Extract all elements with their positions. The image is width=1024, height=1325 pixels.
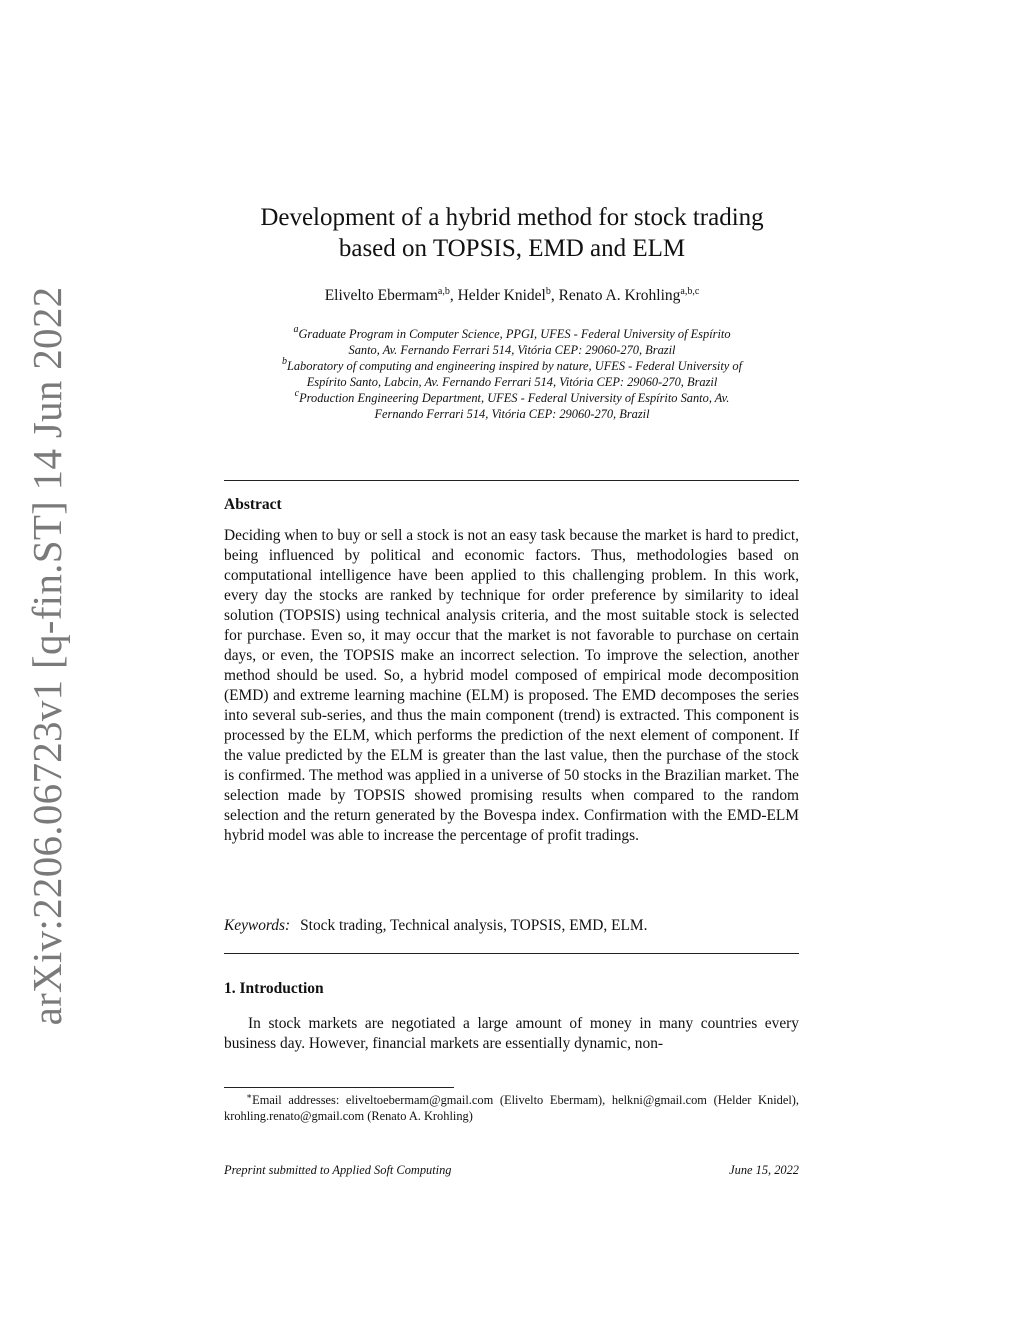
arxiv-side-identifier: arXiv:2206.06723v1 [q-fin.ST] 14 Jun 2022 — [24, 286, 70, 1026]
abstract-top-rule — [224, 480, 799, 481]
affiliation-line: Fernando Ferrari 514, Vitória CEP: 29060-270, Brazil — [374, 407, 650, 421]
author-affil-mark: a,b,c — [680, 286, 700, 297]
author-name: Elivelto Ebermam — [324, 287, 438, 304]
title-line-1: Development of a hybrid method for stock trading — [260, 204, 764, 231]
introduction-text: In stock markets are negotiated a large amount of money in many countries every business day. However, financial markets are essentially dynamic, non- — [224, 1015, 799, 1052]
abstract-bottom-rule — [224, 953, 799, 954]
footnote-mark: ∗ — [246, 1091, 253, 1101]
affiliation-mark: c — [294, 388, 300, 399]
author-list — [200, 287, 824, 305]
affiliation-mark: b — [281, 356, 287, 367]
keywords-label: Keywords: — [224, 917, 291, 934]
author-name: Helder Knidel — [457, 287, 546, 304]
keywords-text: Stock trading, Technical analysis, TOPSIS, EMD, ELM. — [300, 917, 648, 934]
footer-preprint-note: Preprint submitted to Applied Soft Computing — [224, 1163, 452, 1177]
affiliation-mark: a — [293, 324, 299, 335]
abstract-text: Deciding when to buy or sell a stock is not an easy task because the market is hard to predict, being influenced by political and economic factors. Thus, methodologies based on computational intelligence have been applied to this challenging problem. In this work, every day the stocks are ranked by technique for order preference by similarity to ideal solution (TOPSIS) using technical analysis criteria, and the most suitable stock is selected for purchase. Even so, it may occur that the market is not favorable to purchase on certain days, or even, the TOPSIS make an incorrect selection. To improve the selection, another method should be used. So, a hybrid model composed of empirical mode decomposition (EMD) and extreme learning machine (ELM) is proposed. The EMD decomposes the series into several sub-series, and thus the main component (trend) is extracted. This component is processed by the ELM, which performs the prediction of the next element of component. If the value predicted by the ELM is greater than the last value, then the purchase of the stock is confirmed. The method was applied in a universe of 50 stocks in the Brazilian market. The selection made by TOPSIS showed promising results when compared to the random selection and the return generated by the Bovespa index. Confirmation with the EMD-ELM hybrid model was able to increase the percentage of profit tradings. — [224, 527, 799, 844]
affiliation-c — [222, 390, 802, 422]
section-heading-introduction: 1. Introduction — [224, 980, 324, 997]
affiliation-line: Laboratory of computing and engineering inspired by nature, UFES - Federal University of — [286, 359, 743, 373]
footer-date: June 15, 2022 — [729, 1163, 799, 1177]
affiliation-line: Graduate Program in Computer Science, PPGI, UFES - Federal University of Espírito — [298, 327, 731, 341]
affiliation-line: Espírito Santo, Labcin, Av. Fernando Ferrari 514, Vitória CEP: 29060-270, Brazil — [306, 375, 718, 389]
footnote-emails — [224, 1092, 799, 1124]
affiliation-line: Santo, Av. Fernando Ferrari 514, Vitória CEP: 29060-270, Brazil — [348, 343, 676, 357]
affiliations — [222, 326, 802, 422]
author-separator: , — [550, 287, 559, 304]
author-affil-mark: a,b — [437, 286, 450, 297]
keywords — [224, 917, 799, 935]
paper-title — [200, 202, 824, 264]
affiliation-line: Production Engineering Department, UFES - Federal University of Espírito Santo, Av. — [299, 391, 730, 405]
author-affil-mark: b — [545, 286, 551, 297]
affiliation-b — [222, 358, 802, 390]
footnote-text: Email addresses: eliveltoebermam@gmail.com (Elivelto Ebermam), helkni@gmail.com (Helder Knidel), krohling.renato@gmail.com (Renato A. Krohling) — [224, 1093, 799, 1123]
abstract-heading: Abstract — [224, 496, 282, 513]
title-line-2: based on TOPSIS, EMD and ELM — [338, 235, 686, 262]
author-name: Renato A. Krohling — [558, 287, 681, 304]
footnote-rule — [224, 1087, 454, 1088]
author-separator: , — [449, 287, 458, 304]
affiliation-a — [222, 326, 802, 358]
